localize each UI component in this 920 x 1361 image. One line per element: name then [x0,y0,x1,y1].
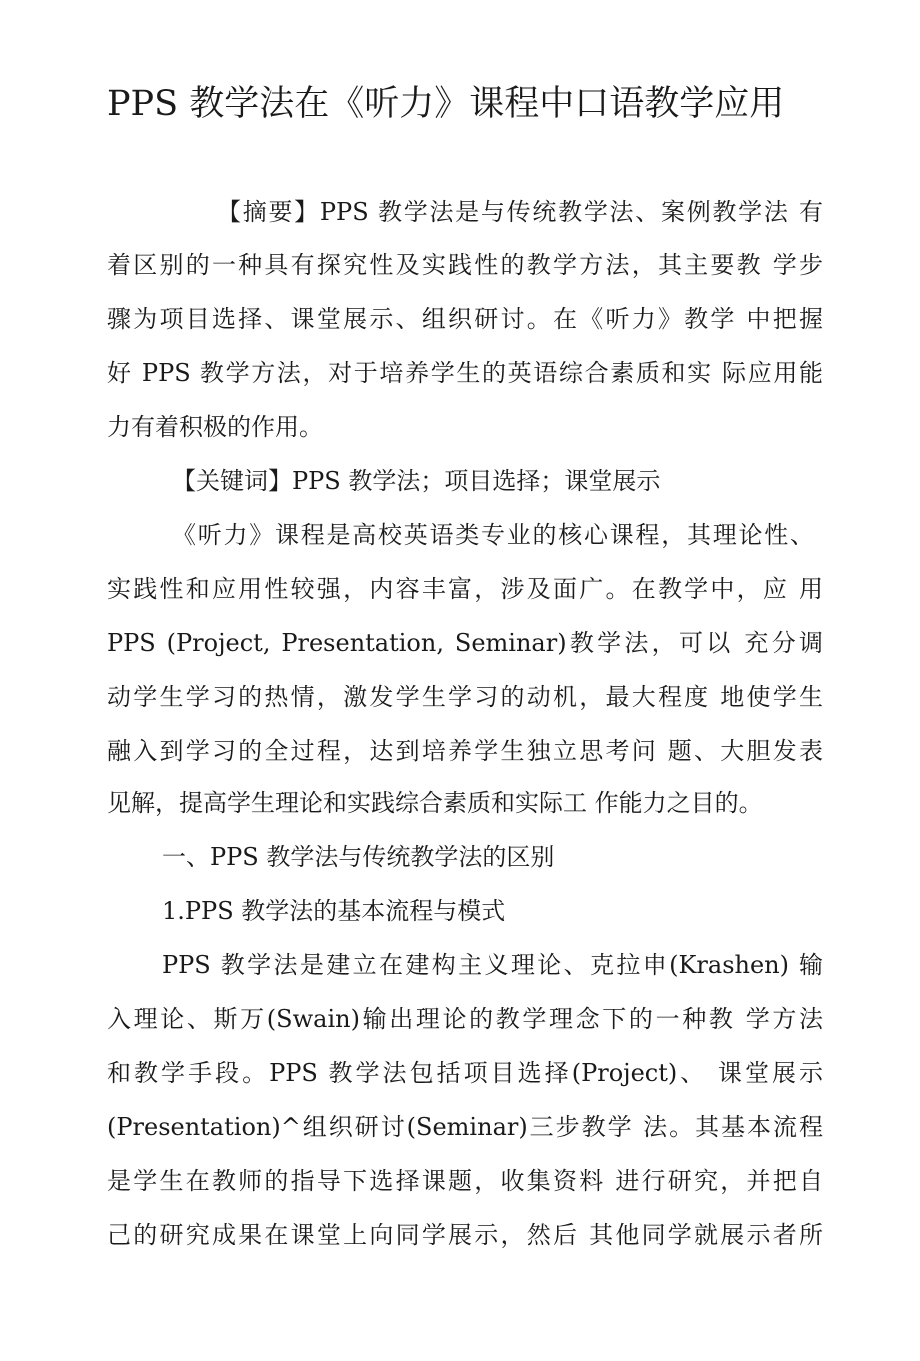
body-line-4: (Presentation)^组织研讨(Seminar)三步教学 法。其基本流程 [107,1113,823,1141]
section-heading: 一、PPS 教学法与传统教学法的区别 [162,843,555,871]
abstract-line-4: 好 PPS 教学方法，对于培养学生的英语综合素质和实 际应用能 [107,359,823,387]
body-line-5: 是学生在教师的指导下选择课题，收集资料 进行研究，并把自 [107,1167,823,1195]
intro-line-4: 动学生学习的热情，激发学生学习的动机，最大程度 地使学生 [107,683,823,711]
keywords-line: 【关键词】PPS 教学法；项目选择；课堂展示 [172,467,661,495]
document-title: PPS 教学法在《听力》课程中口语教学应用 [107,84,785,124]
subsection-heading: 1.PPS 教学法的基本流程与模式 [162,897,506,925]
body-line-1: PPS 教学法是建立在建构主义理论、克拉申(Krashen) 输 [162,951,823,979]
intro-line-3: PPS (Project, Presentation, Seminar)教学法，可以 充分调 [107,629,823,657]
intro-line-1: 《听力》课程是高校英语类专业的核心课程，其理论性、 [172,521,814,549]
intro-line-5: 融入到学习的全过程，达到培养学生独立思考问 题、大胆发表 [107,737,823,765]
intro-line-6: 见解，提高学生理论和实践综合素质和实际工 作能力之目的。 [107,789,763,817]
body-line-2: 入理论、斯万(Swain)输出理论的教学理念下的一种教 学方法 [107,1005,823,1033]
intro-line-2: 实践性和应用性较强，内容丰富，涉及面广。在教学中，应 用 [107,575,823,603]
body-line-6: 己的研究成果在课堂上向同学展示，然后 其他同学就展示者所 [107,1221,823,1249]
abstract-line-5: 力有着积极的作用。 [107,413,323,441]
abstract-line-2: 着区别的一种具有探究性及实践性的教学方法，其主要教 学步 [107,251,823,279]
body-line-3: 和教学手段。PPS 教学法包括项目选择(Project)、 课堂展示 [107,1059,823,1087]
abstract-line-1: 【摘要】PPS 教学法是与传统教学法、案例教学法 有 [217,198,823,226]
abstract-line-3: 骤为项目选择、课堂展示、组织研讨。在《听力》教学 中把握 [107,305,823,333]
